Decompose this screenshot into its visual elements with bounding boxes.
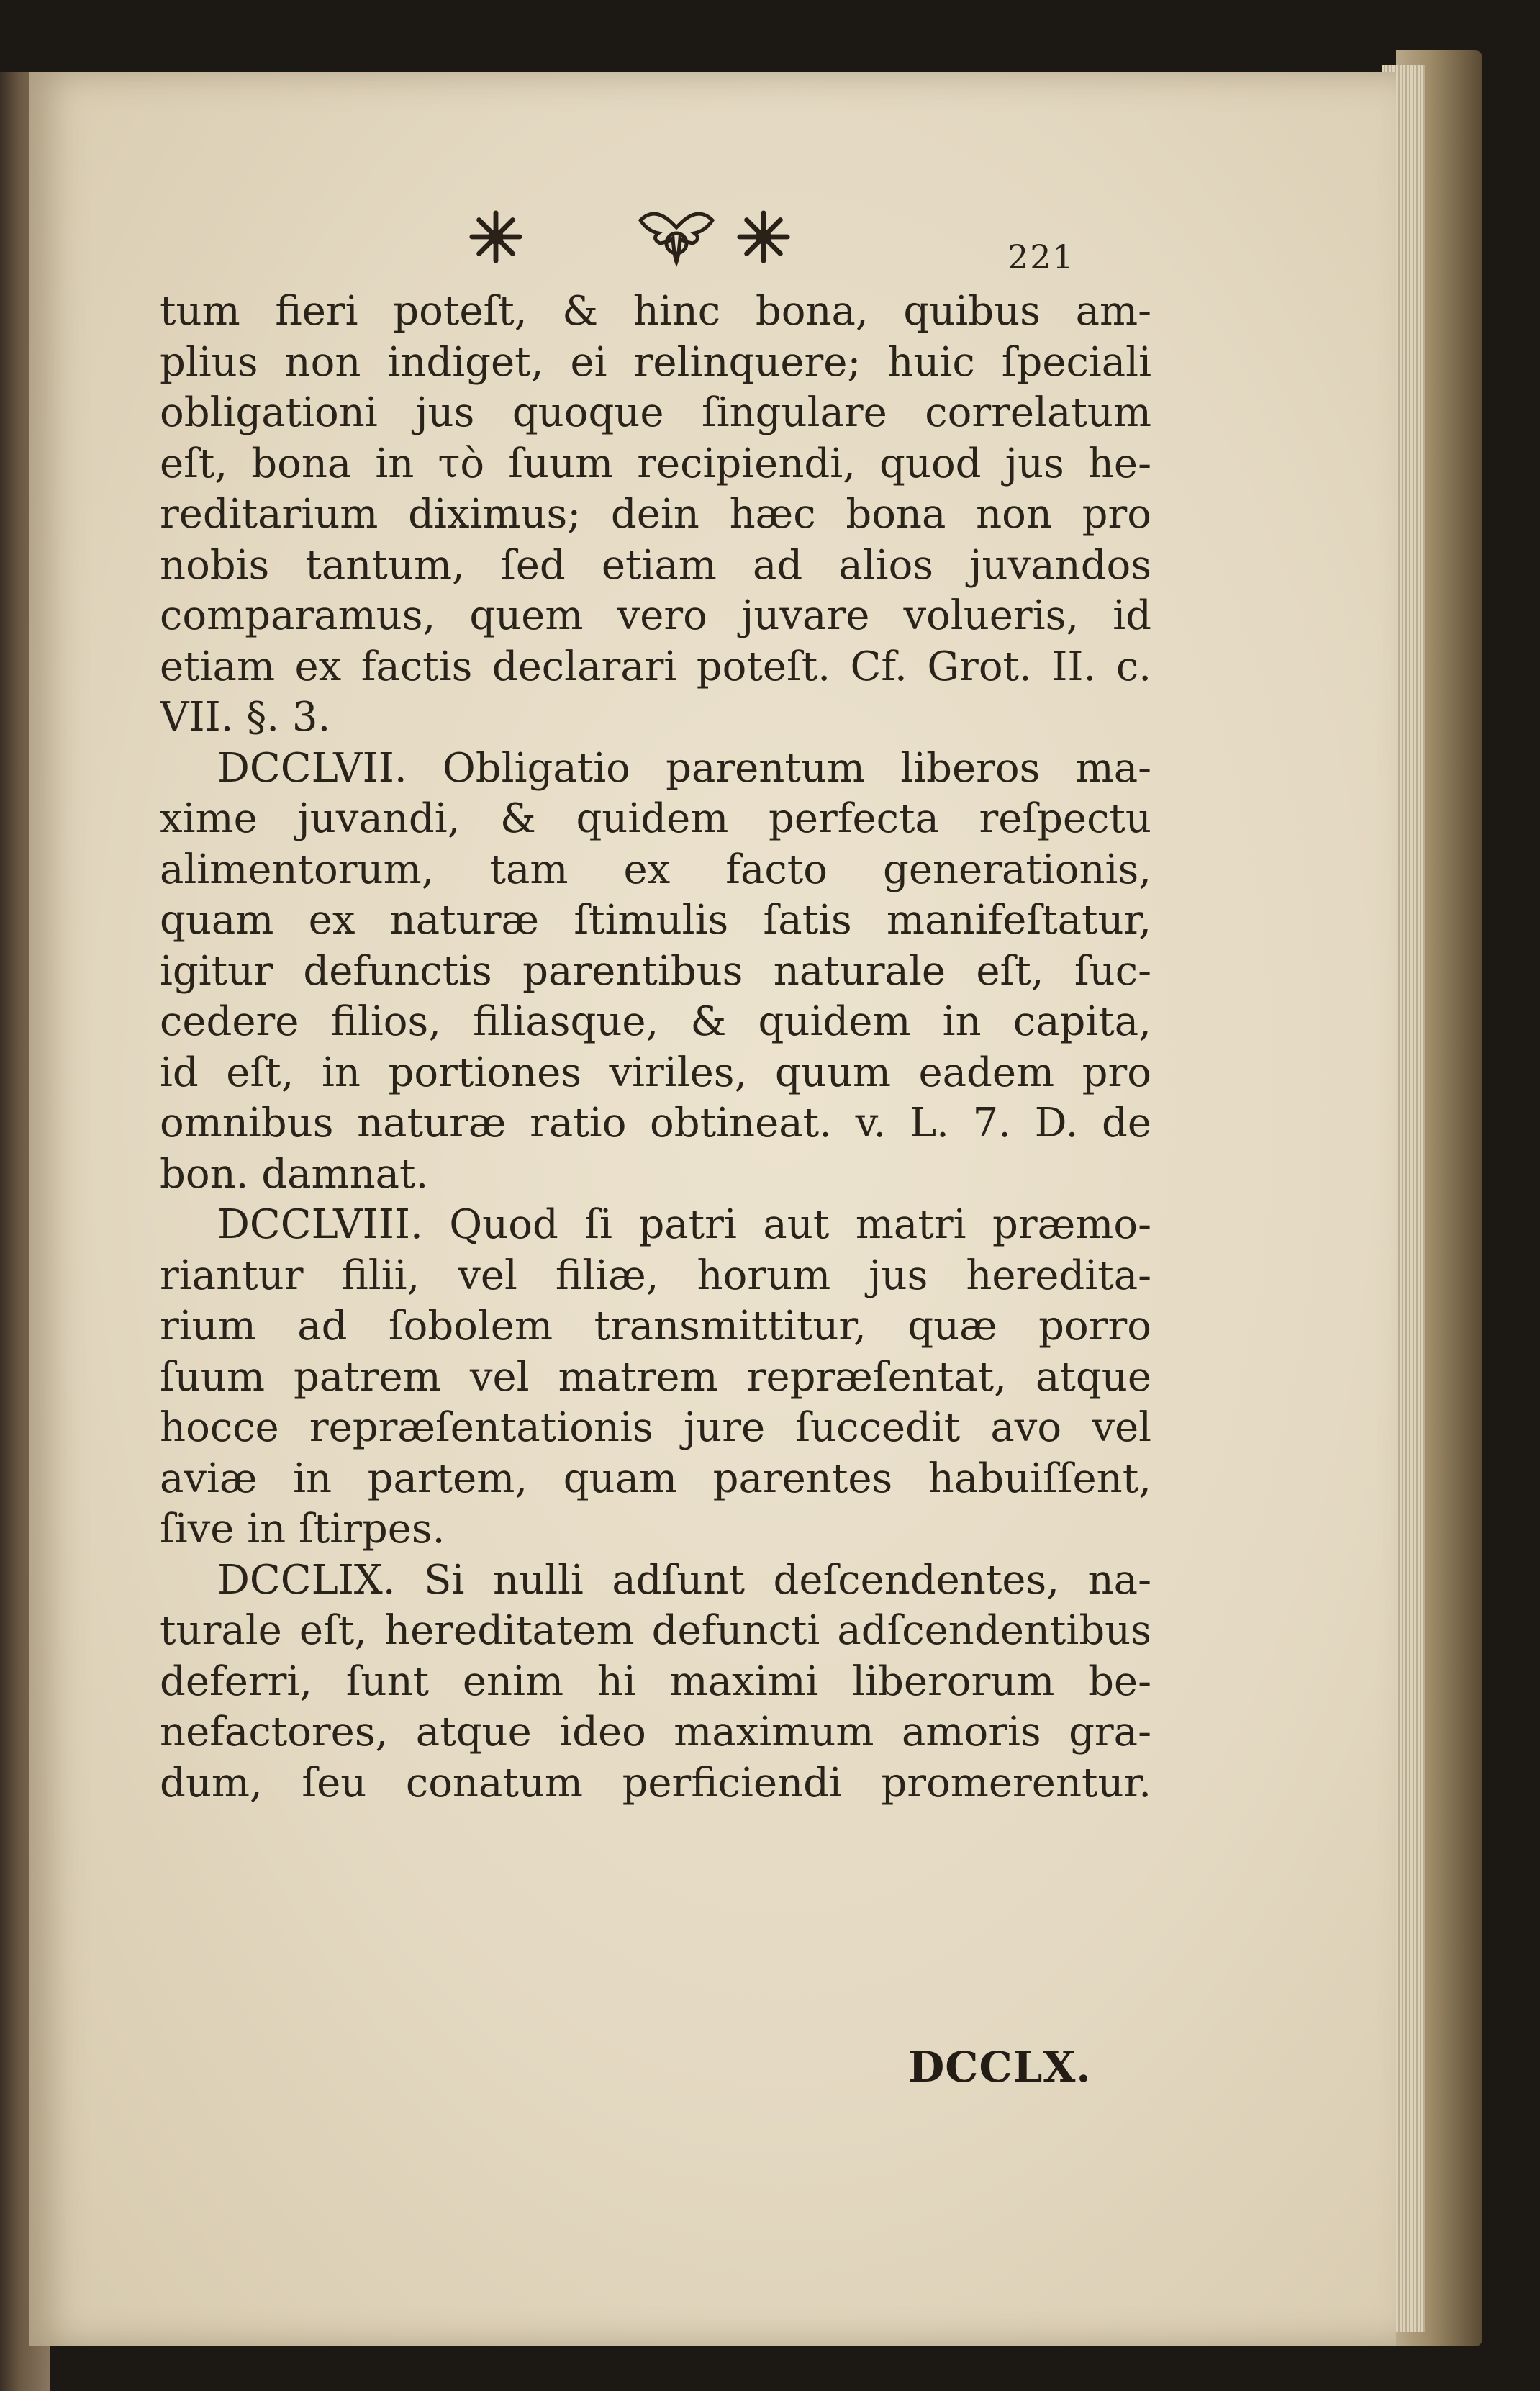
asterisk-flower-icon (735, 209, 792, 265)
text-line: plius non indiget, ei relinquere; huic ſpeciali (160, 338, 1151, 386)
text-line: riantur filii, vel filiæ, horum jus heredita- (160, 1252, 1151, 1299)
text-line: ſuum patrem vel matrem repræſentat, atque (160, 1353, 1151, 1401)
text-line: igitur defunctis parentibus naturale eſt, ſuc- (160, 947, 1151, 995)
text-line: turale eſt, hereditatem defuncti adſcendentibus (160, 1607, 1151, 1654)
asterisk-flower-icon (468, 209, 524, 265)
section-start-line: DCCLVII. Obligatio parentum liberos ma- (217, 744, 1151, 792)
text-line: tum fieri poteſt, & hinc bona, quibus am- (160, 288, 1151, 335)
section-start-line: DCCLIX. Si nulli adſunt deſcendentes, na- (217, 1556, 1151, 1604)
section-start-line: DCCLVIII. Quod ſi patri aut matri præmo- (217, 1201, 1151, 1248)
page-number: 221 (1007, 238, 1075, 276)
text-line: nobis tantum, ſed etiam ad alios juvandos (160, 541, 1151, 589)
text-line: reditarium diximus; dein hæc bona non pro (160, 491, 1151, 538)
text-line: hocce repræſentationis jure ſuccedit avo vel (160, 1404, 1151, 1451)
text-line: omnibus naturæ ratio obtineat. v. L. 7. D. de (160, 1100, 1151, 1147)
catchword: DCCLX. (908, 2043, 1092, 2092)
text-line: bon. damnat. (160, 1150, 429, 1198)
text-line: aviæ in partem, quam parentes habuiſſent, (160, 1455, 1151, 1502)
page-body-text (160, 286, 1151, 1809)
text-line: eſt, bona in τὸ ſuum recipiendi, quod jus he- (160, 440, 1151, 487)
text-line: alimentorum, tam ex facto generationis, (160, 846, 1151, 893)
text-line: ſive in ſtirpes. (160, 1506, 445, 1552)
text-line: deferri, ſunt enim hi maximi liberorum be- (160, 1658, 1151, 1705)
text-line: etiam ex factis declarari poteſt. Cf. Grot. II. c. (160, 643, 1151, 690)
cherub-head-icon (637, 206, 716, 268)
text-line: VII. §. 3. (160, 694, 331, 741)
text-line: id eſt, in portiones viriles, quum eadem pro (160, 1049, 1151, 1096)
text-line: xime juvandi, & quidem perfecta reſpectu (160, 795, 1151, 842)
text-line: comparamus, quem vero juvare volueris, id (160, 592, 1151, 639)
text-line: rium ad ſobolem transmittitur, quæ porro (160, 1303, 1151, 1350)
text-line: obligationi jus quoque ſingulare correlatum (160, 389, 1151, 436)
text-line: cedere filios, filiasque, & quidem in capita, (160, 998, 1151, 1045)
text-line: nefactores, atque ideo maximum amoris gra- (160, 1709, 1151, 1755)
text-line: quam ex naturæ ſtimulis ſatis manifeſtatur, (160, 897, 1151, 944)
text-line: dum, ſeu conatum perficiendi promerentur. (160, 1759, 1151, 1807)
